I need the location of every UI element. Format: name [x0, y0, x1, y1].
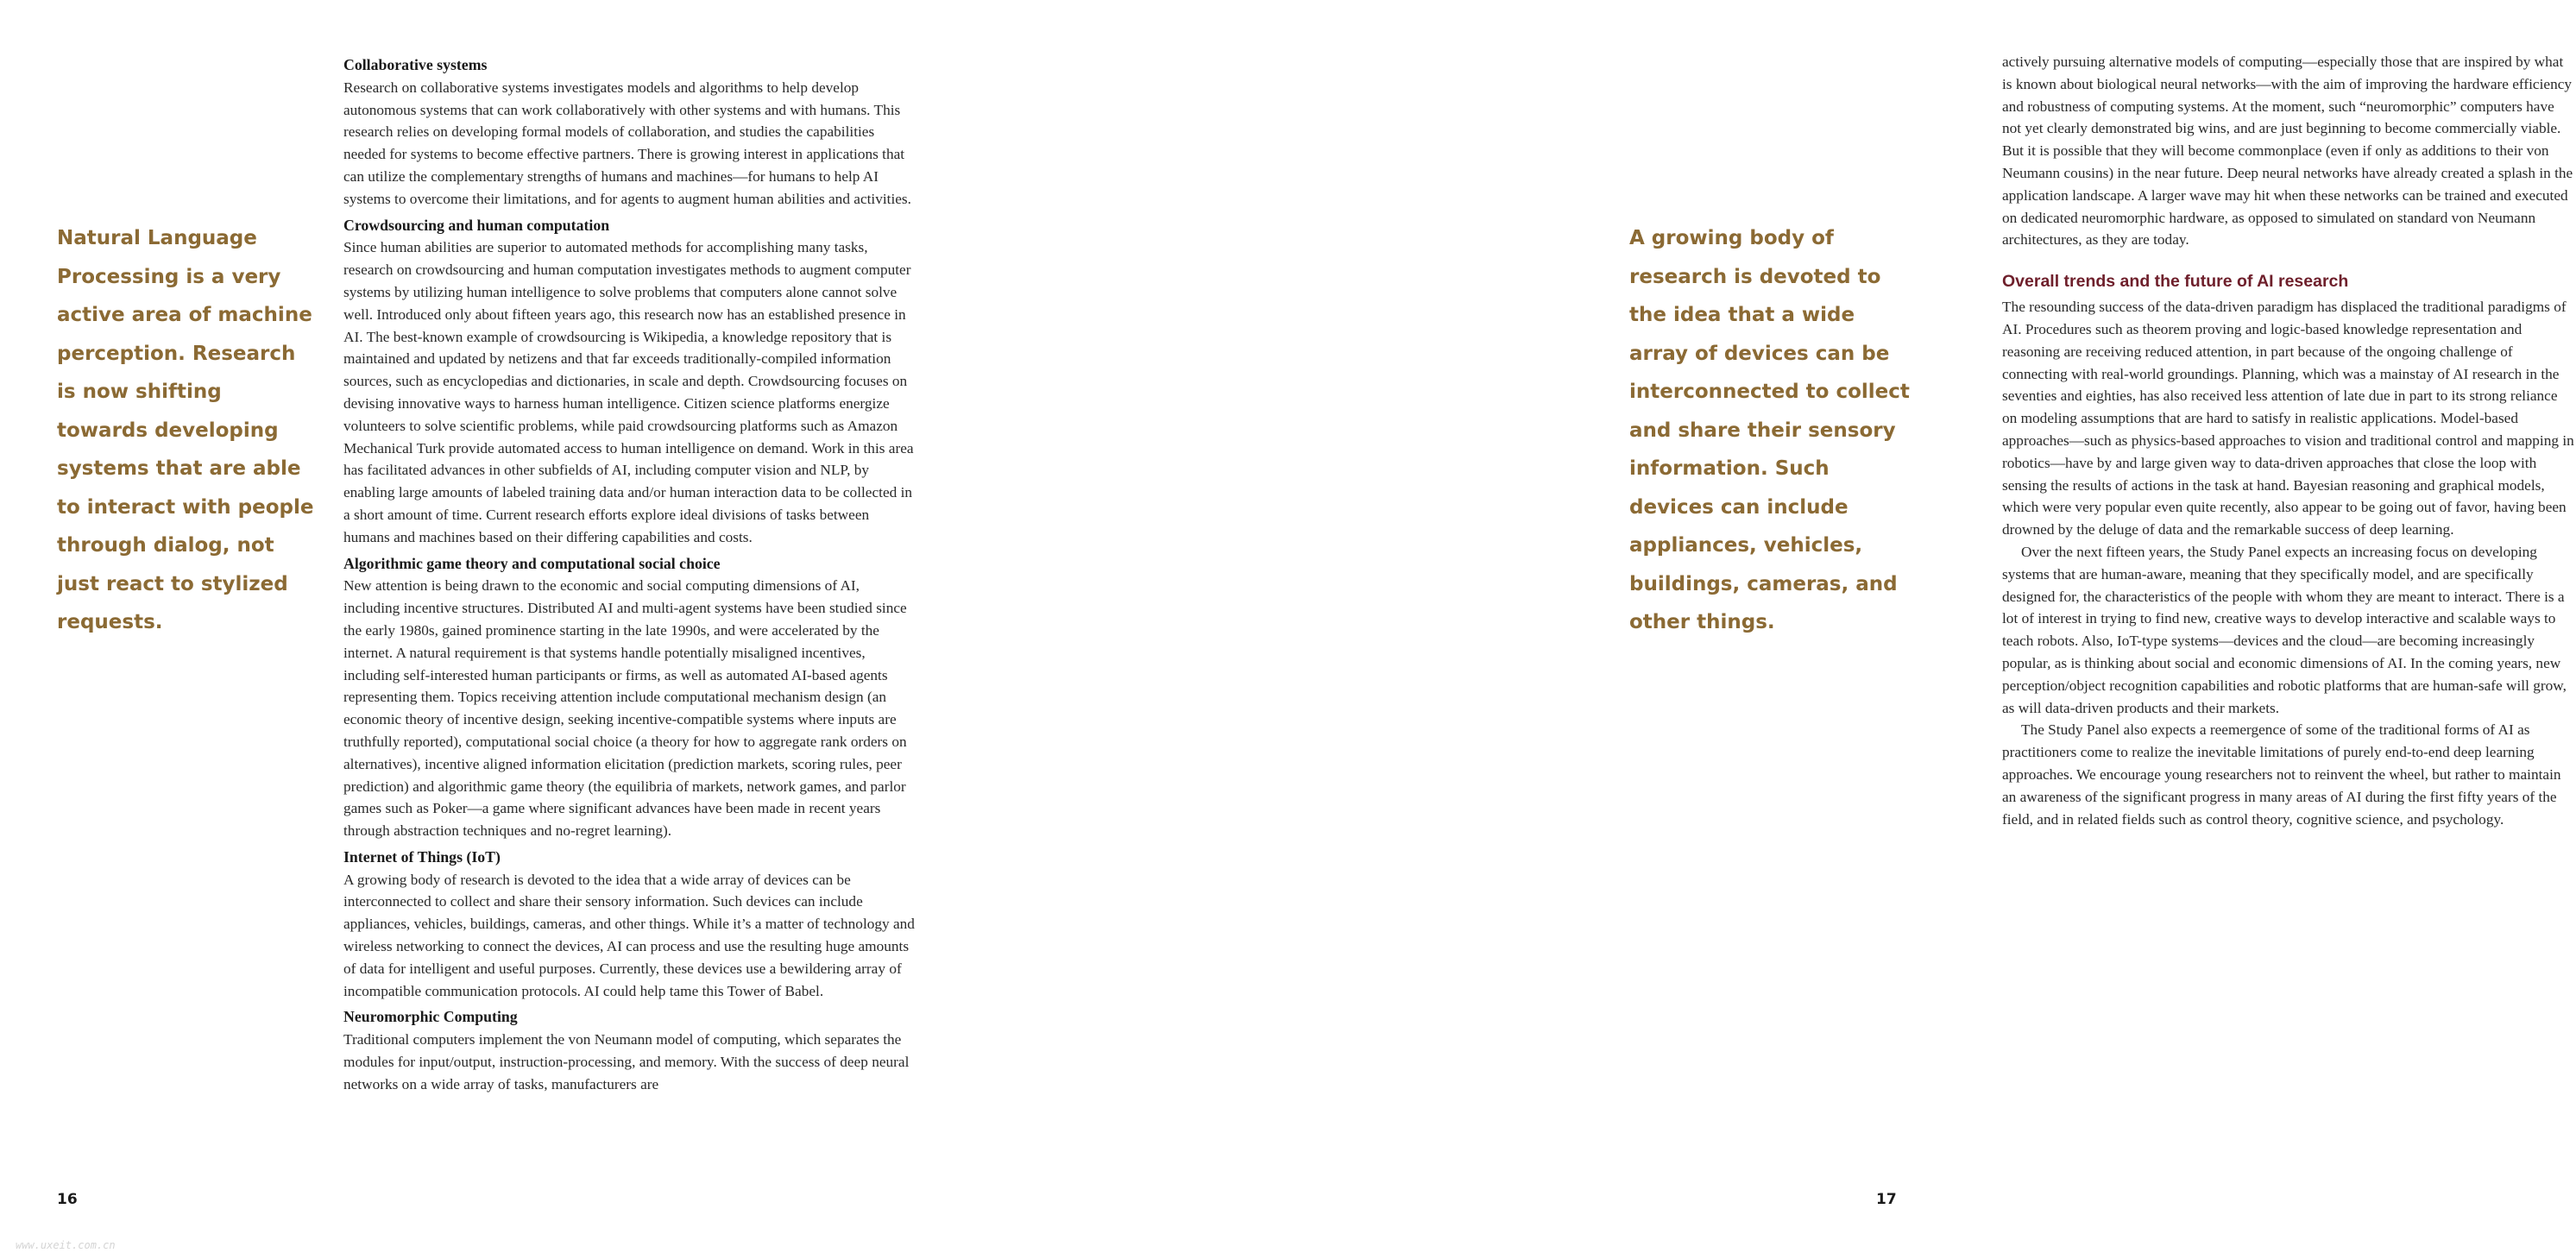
section-body-iot: A growing body of research is devoted to the idea that a wide array of devices can be interconnected to collect and share their sensory information. Such devices can include appliances, vehicles, buildings, cameras, and other things. While it’s a matter of technology and wireless networking to connect the devices, AI can process and use the resulting huge amounts of data for intelligent and useful purposes. Currently, these devices use a bewildering array of incompatible communication protocols. AI could help tame this Tower of Babel. — [343, 871, 915, 999]
section-heading-crowdsourcing: Crowdsourcing and human computation — [343, 216, 610, 234]
section-heading-iot: Internet of Things (IoT) — [343, 847, 501, 866]
section-heading-overall-trends: Overall trends and the future of AI research — [2002, 272, 2349, 292]
left-page — [0, 0, 968, 1253]
trends-paragraph-2: Over the next fifteen years, the Study Panel expects an increasing focus on developing systems that are human-aware, meaning that they specifically model, and are specifically designed for, the characteristics of the people with whom they are meant to interact. There is a lot of interest in trying to find new, creative ways to develop interactive and scalable ways to teach robots. Also, IoT-type systems—devices and the cloud—are becoming increasingly popular, as is thinking about social and economic dimensions of AI. In the coming years, new perception/object recognition capabilities and robotic platforms that are human-safe will grow, as will data-driven products and their markets. — [2002, 543, 2567, 716]
right-column — [2002, 51, 2576, 830]
section-heading-neuromorphic: Neuromorphic Computing — [343, 1008, 518, 1026]
trends-paragraph-3: The Study Panel also expects a reemergence of some of the traditional forms of AI as practitioners come to realize the inevitable limitations of purely end-to-end deep learning approaches. We encourage young researchers not to reinvent the wheel, but rather to maintain an awareness of the significant progress in many areas of AI during the first fifty years of the field, and in related fields such as control theory, cognitive science, and psychology. — [2002, 721, 2561, 828]
trends-paragraph-1: The resounding success of the data-driven paradigm has displaced the traditional paradigms of AI. Procedures such as theorem proving and logic-based knowledge representation and reasoning are receiving reduced attention, in part because of the ongoing challenge of connecting with real-world groundings. Planning, which was a mainstay of AI research in the seventies and eighties, has also received less attention of late due in part to its strong reliance on modeling assumptions that are hard to satisfy in realistic applications. Model-based approaches—such as physics-based approaches to vision and traditional control and mapping in robotics—have by and large given way to data-driven approaches that close the loop with sensing the results of actions in the task at hand. Bayesian reasoning and graphical models, which were very popular even quite recently, also appear to be going out of favor, having been drowned by the deluge of data and the remarkable success of deep learning. — [2002, 299, 2574, 538]
section-heading-collaborative-systems: Collaborative systems — [343, 56, 488, 73]
section-body-collaborative-systems: Research on collaborative systems investigates models and algorithms to help develop autonomous systems that can work collaboratively with other systems and with humans. This research relies on developing formal models of collaboration, and studies the capabilities needed for systems to become effective partners. There is growing interest in applications that can utilize the complementary strengths of humans and machines—for humans to help AI systems to overcome their limitations, and for agents to augment human abilities and activities. — [343, 79, 911, 207]
right-page — [968, 0, 2574, 1253]
section-body-neuromorphic: Traditional computers implement the von Neumann model of computing, which separates the modules for input/output, instruction-processing, and memory. With the success of deep neural networks on a wide array of tasks, manufacturers are — [343, 1031, 910, 1092]
section-body-crowdsourcing: Since human abilities are superior to automated methods for accomplishing many tasks, research on crowdsourcing and human computation investigates methods to augment computer systems by utilizing human intelligence to solve problems that computers alone cannot solve well. Introduced only about fifteen years ago, this research now has an established presence in AI. The best-known example of crowdsourcing is Wikipedia, a knowledge repository that is maintained and updated by netizens and that far exceeds traditionally-compiled information sources, such as encyclopedias and dictionaries, in scale and depth. Crowdsourcing focuses on devising innovative ways to harness human intelligence. Citizen science platforms energize volunteers to solve scientific problems, while paid crowdsourcing platforms such as Amazon Mechanical Turk provide automated access to human intelligence on demand. Work in this area has facilitated advances in other subfields of AI, including computer vision and NLP, by enabling large amounts of labeled training data and/or human interaction data to be collected in a short amount of time. Current research efforts explore ideal divisions of tasks between humans and machines based on their differing capabilities and costs. — [343, 239, 914, 545]
page-number-left: 16 — [57, 1191, 78, 1208]
pull-quote-right: A growing body of research is devoted to the idea that a wide array of devices can be interconnected to collect and share their sensory information. Such devices can include appliances, vehicles, buildings, cameras, and other things. — [1629, 227, 1910, 633]
pull-quote-left: Natural Language Processing is a very active area of machine perception. Research is now shifting towards developing systems that are able to interact with people through dialog, not just react to stylized requests. — [57, 227, 314, 633]
page-number-right: 17 — [1876, 1191, 1897, 1208]
section-body-algorithmic-game-theory: New attention is being drawn to the economic and social computing dimensions of AI, including incentive structures. Distributed AI and multi-agent systems have been studied since the early 1980s, gained prominence starting in the late 1990s, and were accelerated by the internet. A natural requirement is that systems handle potentially misaligned incentives, including self-interested human participants or firms, as well as automated AI-based agents representing them. Topics receiving attention include computational mechanism design (an economic theory of incentive design, seeking incentive-compatible systems where inputs are truthfully reported), computational social choice (a theory for how to aggregate rank orders on alternatives), incentive aligned information elicitation (prediction markets, scoring rules, peer prediction) and algorithmic game theory (the equilibria of markets, network games, and parlor games such as Poker—a game where significant advances have been made in recent years through abstraction techniques and no-regret learning). — [343, 577, 907, 840]
section-heading-algorithmic-game-theory: Algorithmic game theory and computational social choice — [343, 554, 721, 572]
watermark: www.uxeit.com.cn — [16, 1239, 116, 1251]
left-column — [343, 54, 917, 1100]
neuromorphic-continuation: actively pursuing alternative models of computing—especially those that are inspired by what is known about biological neural networks—with the aim of improving the hardware efficiency and robustness of computing systems. At the moment, such “neuromorphic” computers have not yet clearly demonstrated big wins, and are just beginning to become commercially viable. But it is possible that they will become commonplace (even if only as additions to their von Neumann cousins) in the near future. Deep neural networks have already created a splash in the application landscape. A larger wave may hit when these networks can be trained and executed on dedicated neuromorphic hardware, as opposed to simulated on standard von Neumann architectures, as they are today. — [2002, 54, 2573, 249]
